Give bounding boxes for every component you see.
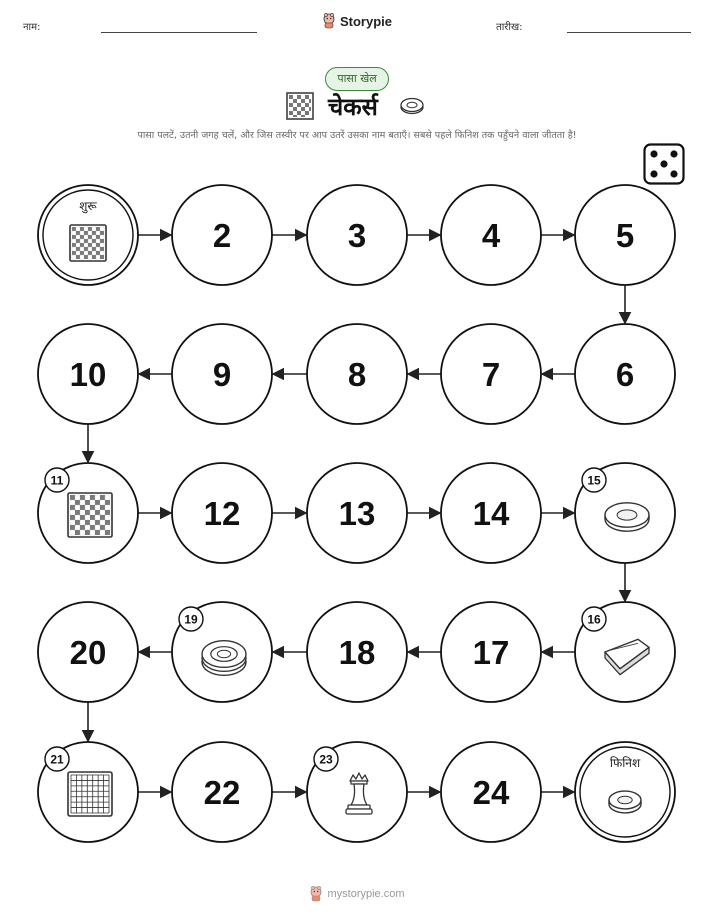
game-type-badge: पासा खेल	[325, 67, 389, 91]
space-number: 12	[203, 495, 241, 532]
space-number: 19	[184, 612, 198, 627]
board-space-13[interactable]	[307, 463, 407, 563]
board-space-12[interactable]	[172, 463, 272, 563]
board-space-1[interactable]	[38, 185, 138, 285]
board-space-2[interactable]	[172, 185, 272, 285]
board-space-6[interactable]	[575, 324, 675, 424]
space-number: 10	[69, 356, 107, 393]
space-number: 24	[472, 774, 510, 811]
space-number: 14	[472, 495, 510, 532]
space-number: 21	[50, 752, 64, 767]
instructions-text: पासा पलटें, उतनी जगह चलें, और जिस तस्वीर पर आप उतरें उसका नाम बताएँ। सबसे पहले फिनिश तक पहुँचने वाला जीतता है!	[137, 130, 577, 141]
board-space-5[interactable]	[575, 185, 675, 285]
board-space-19[interactable]	[172, 602, 272, 702]
board-space-18[interactable]	[307, 602, 407, 702]
board-space-24[interactable]	[441, 742, 541, 842]
space-number: 22	[203, 774, 241, 811]
board-space-15[interactable]	[575, 463, 675, 563]
board-space-22[interactable]	[172, 742, 272, 842]
space-number: 18	[338, 634, 376, 671]
space-number: 9	[212, 356, 232, 393]
space-number: 4	[481, 217, 501, 254]
board-space-17[interactable]	[441, 602, 541, 702]
board-space-25[interactable]	[575, 742, 675, 842]
finish-label: फिनिश	[609, 756, 641, 770]
space-number: 23	[319, 752, 333, 767]
grid-board-icon	[68, 772, 112, 816]
space-number: 8	[347, 356, 367, 393]
space-number: 16	[587, 612, 601, 627]
board-space-9[interactable]	[172, 324, 272, 424]
board-space-4[interactable]	[441, 185, 541, 285]
checker-piece-icon	[609, 791, 641, 813]
space-number: 2	[212, 217, 232, 254]
board-space-20[interactable]	[38, 602, 138, 702]
checker-piece-icon	[605, 503, 649, 531]
footer	[0, 886, 714, 906]
date-label: तारीख:	[496, 22, 523, 33]
space-number: 7	[481, 356, 501, 393]
storypie-mascot-icon	[309, 886, 323, 902]
checker-stack-icon	[202, 641, 246, 676]
space-number: 6	[615, 356, 635, 393]
space-number: 3	[347, 217, 367, 254]
brand-name: Storypie	[339, 13, 392, 29]
board-space-7[interactable]	[441, 324, 541, 424]
space-number: 17	[472, 634, 510, 671]
checkerboard-icon	[70, 225, 106, 261]
space-number: 5	[615, 217, 635, 254]
board-space-3[interactable]	[307, 185, 407, 285]
space-number: 11	[50, 473, 64, 488]
space-number: 20	[69, 634, 107, 671]
board-space-21[interactable]	[38, 742, 138, 842]
board-space-8[interactable]	[307, 324, 407, 424]
board-space-14[interactable]	[441, 463, 541, 563]
space-number: 15	[587, 473, 601, 488]
name-label: नाम:	[23, 22, 41, 33]
page-title: चेकर्स	[328, 93, 378, 121]
board-space-16[interactable]	[575, 602, 675, 702]
board-space-23[interactable]	[307, 742, 407, 842]
board-space-11[interactable]	[38, 463, 138, 563]
space-number: 13	[338, 495, 376, 532]
board-space-10[interactable]	[38, 324, 138, 424]
footer-url: mystorypie.com	[327, 888, 405, 900]
start-label: शुरू	[79, 199, 97, 213]
checkerboard-icon	[68, 493, 112, 537]
